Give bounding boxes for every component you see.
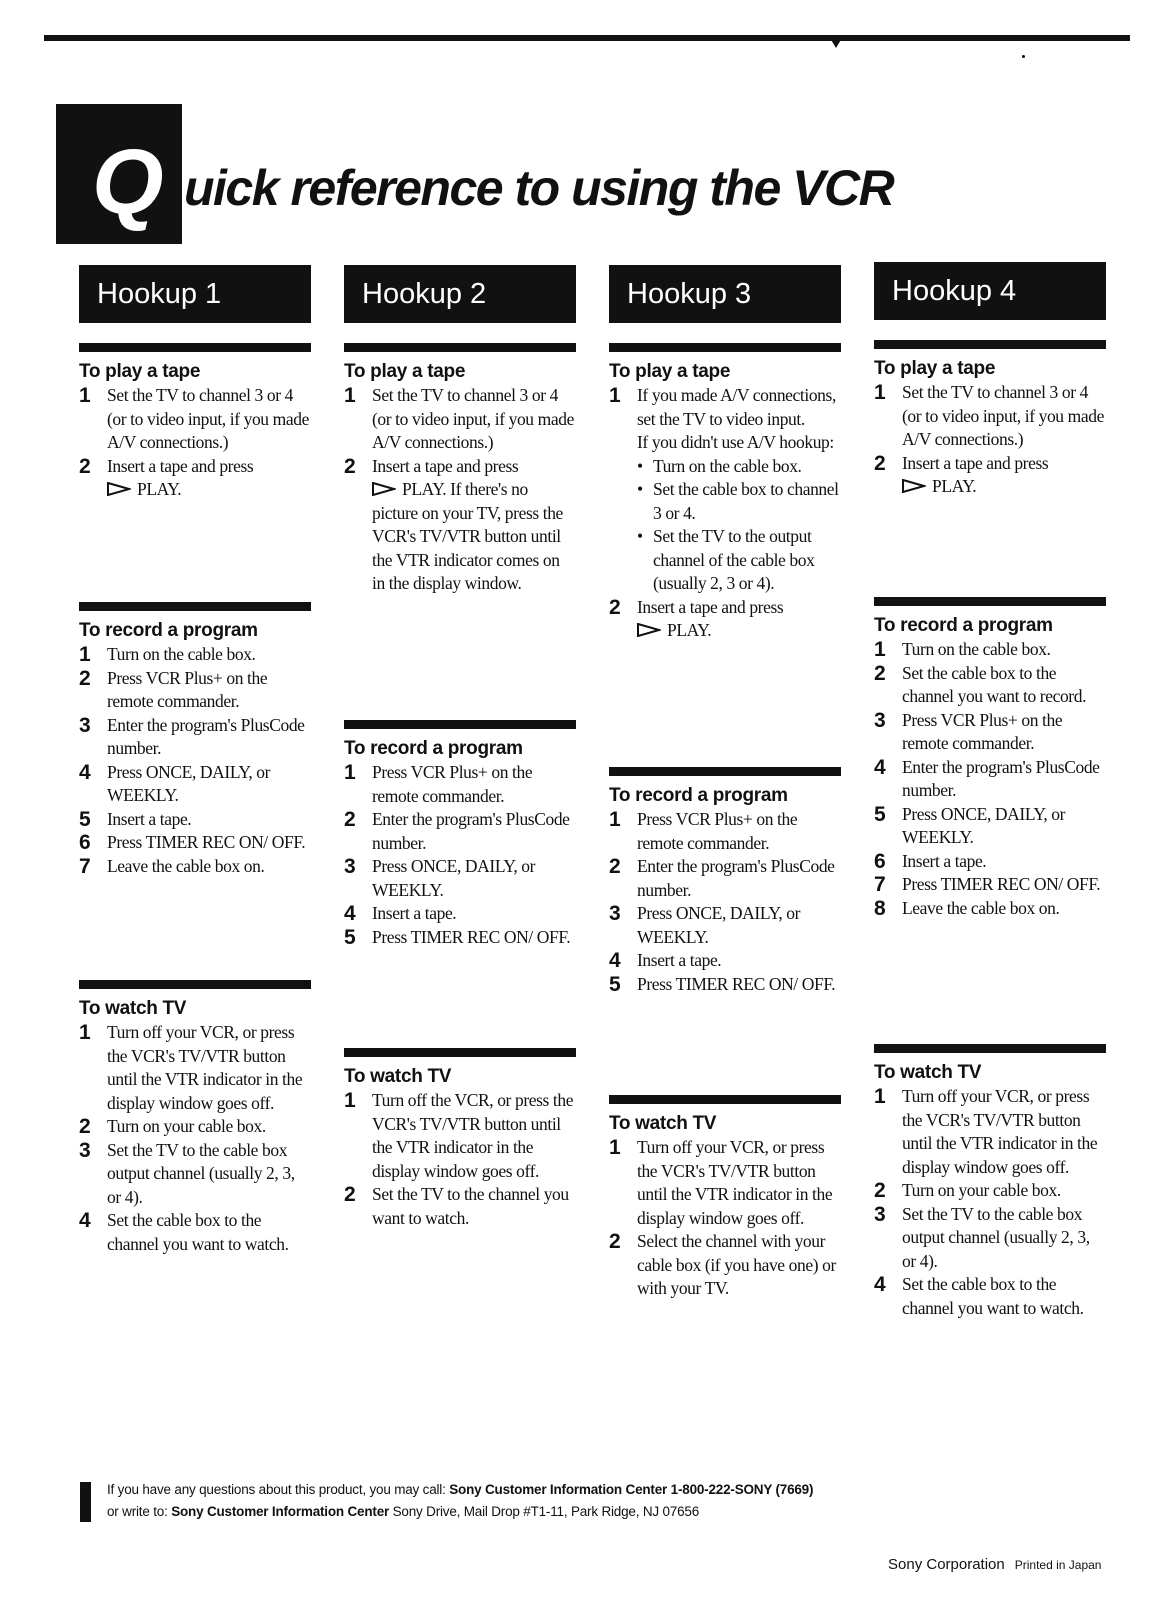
step-body	[372, 1089, 576, 1183]
step-body	[902, 638, 1106, 662]
step-item	[874, 1273, 1106, 1320]
step-body	[637, 855, 841, 902]
step-text: Enter the program's PlusCode number.	[372, 809, 570, 853]
step-item	[874, 662, 1106, 709]
instruction-section	[609, 1095, 841, 1301]
play-icon	[372, 482, 396, 496]
step-text: Turn off your VCR, or press the VCR's TV/VTR button until the VTR indicator in the display window goes off.	[902, 1086, 1098, 1177]
section-rule	[79, 343, 311, 352]
step-body	[107, 1139, 311, 1210]
step-number: 3	[874, 708, 886, 732]
bullet-item	[637, 478, 841, 525]
step-text: Insert a tape and press	[372, 455, 519, 476]
step-list	[874, 1085, 1106, 1320]
step-number: 1	[344, 384, 356, 407]
bullet-text: Set the cable box to channel 3 or 4.	[653, 479, 839, 523]
step-item	[874, 709, 1106, 756]
step-body	[902, 1203, 1106, 1274]
step-number: 3	[609, 902, 621, 925]
step-body	[107, 855, 311, 879]
step-number: 5	[344, 925, 356, 949]
step-text: Set the TV to channel 3 or 4 (or to video input, if you made A/V connections.)	[902, 382, 1104, 449]
step-number: 3	[874, 1202, 886, 1226]
step-item	[344, 926, 576, 950]
step-number: 2	[874, 451, 886, 475]
step-text: Insert a tape.	[107, 808, 192, 829]
step-body	[107, 455, 311, 502]
step-text: Set the cable box to the channel you want to watch.	[107, 1210, 289, 1254]
section-title: To watch TV	[609, 1113, 717, 1134]
footer-address: Sony Drive, Mail Drop #T1-11, Park Ridge, NJ 07656	[392, 1504, 700, 1519]
step-number: 6	[79, 831, 91, 854]
section-rule	[79, 602, 311, 611]
step-number: 2	[79, 666, 91, 690]
step-body	[107, 1209, 311, 1256]
step-number: 2	[874, 661, 886, 685]
step-number: 5	[609, 972, 621, 996]
footer-text: or write to:	[107, 1504, 168, 1519]
step-number: 3	[79, 1138, 91, 1162]
step-body	[637, 596, 841, 643]
step-body	[372, 926, 576, 950]
step-item	[79, 1021, 311, 1115]
step-body	[902, 756, 1106, 803]
section-title: To record a program	[609, 785, 788, 806]
hookup-header: Hookup 2	[344, 265, 576, 323]
step-item	[609, 902, 841, 949]
step-item	[874, 1203, 1106, 1274]
step-number: 2	[344, 1183, 356, 1206]
step-text: Turn off the VCR, or press the VCR's TV/VTR button until the VTR indicator in the display window goes off.	[372, 1090, 574, 1181]
step-number: 2	[874, 1179, 886, 1202]
step-number: 7	[79, 854, 91, 878]
hookup-column-3	[609, 265, 841, 1425]
step-number: 8	[874, 896, 886, 920]
hookup-header: Hookup 1	[79, 265, 311, 323]
section-title: To record a program	[79, 620, 258, 641]
step-text: Turn on the cable box.	[902, 639, 1051, 659]
hookup-header: Hookup 3	[609, 265, 841, 323]
step-item	[79, 761, 311, 808]
step-item	[79, 1139, 311, 1210]
instruction-section	[874, 1044, 1106, 1320]
step-list	[79, 384, 311, 502]
footer-text: If you have any questions about this product, you may call:	[107, 1482, 446, 1497]
bullet-list	[637, 455, 841, 596]
step-text: Insert a tape.	[372, 903, 457, 923]
footer-line-2	[107, 1501, 813, 1523]
step-number: 1	[344, 761, 356, 784]
instruction-section	[874, 597, 1106, 920]
instruction-section	[79, 980, 311, 1256]
hookup-column-2	[344, 265, 576, 1425]
step-body	[902, 873, 1106, 897]
step-item	[609, 384, 841, 596]
step-text: Insert a tape.	[902, 850, 987, 871]
step-body	[902, 1273, 1106, 1320]
step-item	[79, 667, 311, 714]
hookup-column-1	[79, 265, 311, 1425]
step-number: 2	[609, 855, 621, 878]
step-text: Press TIMER REC ON/ OFF.	[637, 973, 836, 994]
title-initial: Q	[92, 131, 162, 233]
section-rule	[874, 597, 1106, 606]
step-body	[902, 803, 1106, 850]
step-number: 2	[344, 454, 356, 478]
page-title: uick reference to using the VCR	[184, 160, 894, 216]
step-item	[344, 384, 576, 455]
step-item	[874, 1085, 1106, 1179]
instruction-section	[79, 343, 311, 502]
step-number: 5	[79, 807, 91, 831]
step-item	[609, 1230, 841, 1301]
step-item	[344, 902, 576, 926]
step-item	[79, 643, 311, 667]
play-button-label: PLAY. If there's no picture on your TV, press the VCR's TV/VTR button until the VTR indicator comes on in the display window.	[372, 479, 563, 593]
step-number: 4	[609, 949, 621, 972]
step-item	[79, 384, 311, 455]
step-body	[372, 808, 576, 855]
step-item	[79, 808, 311, 832]
section-title: To play a tape	[79, 361, 201, 382]
step-text: Enter the program's PlusCode number.	[637, 856, 835, 900]
step-text: Leave the cable box on.	[902, 897, 1060, 918]
step-number: 3	[79, 713, 91, 737]
step-text: Turn off your VCR, or press the VCR's TV/VTR button until the VTR indicator in the display window goes off.	[107, 1022, 303, 1113]
step-body	[372, 455, 576, 596]
section-rule	[79, 980, 311, 989]
bullet-text: Set the TV to the output channel of the cable box (usually 2, 3 or 4).	[653, 526, 815, 593]
section-title: To play a tape	[874, 358, 996, 379]
step-list	[344, 384, 576, 596]
step-list	[609, 808, 841, 996]
step-number: 4	[874, 755, 886, 779]
step-list	[79, 1021, 311, 1256]
step-body	[107, 643, 311, 667]
hookup-header: Hookup 4	[874, 262, 1106, 320]
step-body	[637, 973, 841, 997]
step-number: 1	[344, 1089, 356, 1112]
step-text: Press ONCE, DAILY, or WEEKLY.	[902, 803, 1066, 847]
step-body	[107, 1021, 311, 1115]
step-text: Press ONCE, DAILY, or WEEKLY.	[637, 903, 801, 947]
instruction-section	[344, 343, 576, 596]
step-number: 1	[609, 1136, 621, 1159]
step-number: 1	[609, 384, 621, 407]
instruction-section	[609, 343, 841, 643]
footer-marker	[80, 1482, 91, 1522]
step-item	[874, 850, 1106, 874]
step-number: 3	[344, 855, 356, 878]
step-number: 1	[874, 381, 886, 404]
section-rule	[344, 343, 576, 352]
step-item	[79, 714, 311, 761]
print-speck	[1022, 55, 1025, 58]
section-title: To watch TV	[79, 998, 187, 1019]
step-number: 2	[609, 1230, 621, 1253]
play-icon	[637, 623, 661, 637]
step-body	[902, 1179, 1106, 1203]
section-title: To watch TV	[874, 1062, 982, 1083]
step-item	[344, 761, 576, 808]
step-item	[874, 638, 1106, 662]
play-button-label: PLAY.	[137, 479, 182, 499]
bullet-item	[637, 525, 841, 596]
step-number: 4	[874, 1273, 886, 1296]
step-text: Press VCR Plus+ on the remote commander.	[902, 709, 1063, 753]
step-body	[637, 1230, 841, 1301]
step-item	[79, 455, 311, 502]
step-text: Insert a tape and press	[902, 452, 1049, 473]
step-item	[874, 873, 1106, 897]
step-item	[874, 381, 1106, 452]
footer-center-name: Sony Customer Information Center	[449, 1482, 668, 1497]
step-text: If you made A/V connections, set the TV to video input.	[637, 385, 836, 429]
step-text: Enter the program's PlusCode number.	[902, 756, 1100, 800]
step-number: 4	[79, 1209, 91, 1232]
step-body	[107, 761, 311, 808]
step-item	[874, 803, 1106, 850]
step-text: Insert a tape and press	[637, 596, 784, 617]
play-icon	[107, 482, 131, 496]
step-number: 2	[344, 808, 356, 831]
step-body	[107, 714, 311, 761]
instruction-section	[609, 767, 841, 996]
step-text: Turn off your VCR, or press the VCR's TV/VTR button until the VTR indicator in the display window goes off.	[637, 1137, 833, 1228]
step-list	[874, 381, 1106, 499]
hookup-column-4	[874, 262, 1106, 1422]
step-item	[344, 1089, 576, 1183]
step-text: Turn on your cable box.	[107, 1116, 266, 1136]
step-item	[79, 831, 311, 855]
play-button-label: PLAY.	[667, 620, 712, 640]
step-item	[609, 855, 841, 902]
section-rule	[609, 767, 841, 776]
step-body	[902, 1085, 1106, 1179]
step-list	[79, 643, 311, 878]
step-list	[874, 638, 1106, 920]
step-text: Press TIMER REC ON/ OFF.	[902, 874, 1101, 894]
step-number: 2	[79, 1115, 91, 1138]
top-rule-notch	[830, 38, 842, 48]
step-number: 2	[79, 454, 91, 478]
step-text: Insert a tape and press	[107, 455, 254, 476]
step-body	[637, 808, 841, 855]
section-rule	[874, 1044, 1106, 1053]
step-text: Press VCR Plus+ on the remote commander.	[372, 762, 533, 806]
play-button-label: PLAY.	[932, 476, 977, 496]
step-body	[902, 381, 1106, 452]
step-item	[79, 1115, 311, 1139]
step-list	[609, 1136, 841, 1301]
instruction-section	[344, 1048, 576, 1230]
step-body	[107, 384, 311, 455]
step-text: Set the TV to channel 3 or 4 (or to video input, if you made A/V connections.)	[107, 385, 309, 452]
footer-center-name: Sony Customer Information Center	[171, 1504, 390, 1519]
instruction-section	[79, 602, 311, 878]
step-body	[372, 902, 576, 926]
step-text: Set the cable box to the channel you want to record.	[902, 662, 1087, 706]
step-text: Select the channel with your cable box (if you have one) or with your TV.	[637, 1231, 836, 1298]
step-body	[372, 384, 576, 455]
step-text: Press TIMER REC ON/ OFF.	[107, 832, 306, 852]
step-body	[902, 850, 1106, 874]
step-list	[609, 384, 841, 643]
step-item	[609, 596, 841, 643]
section-title: To watch TV	[344, 1066, 452, 1087]
section-title: To record a program	[344, 738, 523, 759]
step-text: Set the TV to the cable box output channel (usually 2, 3, or 4).	[107, 1139, 295, 1207]
step-number: 6	[874, 849, 886, 873]
corporation-name: Sony Corporation	[888, 1556, 1005, 1573]
step-number: 4	[344, 902, 356, 925]
step-body	[372, 855, 576, 902]
step-number: 7	[874, 873, 886, 896]
step-body	[107, 808, 311, 832]
step-item	[344, 808, 576, 855]
step-text: Set the TV to channel 3 or 4 (or to video input, if you made A/V connections.)	[372, 385, 574, 452]
step-item	[609, 808, 841, 855]
section-title: To play a tape	[609, 361, 731, 382]
step-item	[344, 855, 576, 902]
step-item	[874, 452, 1106, 499]
step-list	[344, 1089, 576, 1230]
step-number: 5	[874, 802, 886, 826]
step-item	[874, 756, 1106, 803]
step-text: Turn on your cable box.	[902, 1180, 1061, 1200]
step-body	[637, 902, 841, 949]
footer-line-1	[107, 1479, 813, 1501]
step-number: 4	[79, 760, 91, 784]
instruction-section	[344, 720, 576, 949]
section-rule	[609, 343, 841, 352]
printed-in: Printed in Japan	[1014, 1558, 1102, 1572]
step-item	[344, 1183, 576, 1230]
step-body	[107, 831, 311, 855]
bullet-dot: •	[637, 455, 643, 476]
step-text: Press ONCE, DAILY, or WEEKLY.	[107, 761, 271, 805]
step-body	[637, 384, 841, 596]
step-body	[107, 1115, 311, 1139]
step-text: Press VCR Plus+ on the remote commander.	[107, 667, 268, 711]
step-body	[637, 949, 841, 973]
step-item	[874, 1179, 1106, 1203]
step-number: 2	[609, 595, 621, 619]
footer-phone: 1-800-222-SONY (7669)	[670, 1482, 814, 1497]
step-text: Press TIMER REC ON/ OFF.	[372, 926, 571, 947]
step-item	[344, 455, 576, 596]
step-list	[344, 761, 576, 949]
bullet-text: Turn on the cable box.	[653, 455, 802, 476]
step-body	[902, 897, 1106, 921]
step-text: Set the cable box to the channel you want to watch.	[902, 1274, 1084, 1318]
step-text: Enter the program's PlusCode number.	[107, 714, 305, 758]
instruction-section	[874, 340, 1106, 499]
step-item	[874, 897, 1106, 921]
bullet-item	[637, 455, 841, 479]
step-text: Press VCR Plus+ on the remote commander.	[637, 809, 798, 853]
step-number: 1	[79, 384, 91, 407]
step-text: Leave the cable box on.	[107, 855, 265, 876]
step-number: 1	[79, 1021, 91, 1044]
step-text: Insert a tape.	[637, 950, 722, 970]
section-rule	[344, 720, 576, 729]
play-icon	[902, 479, 926, 493]
step-item	[609, 973, 841, 997]
step-body	[637, 1136, 841, 1230]
step-text: Set the TV to the cable box output channel (usually 2, 3, or 4).	[902, 1203, 1090, 1271]
step-item	[609, 1136, 841, 1230]
step-number: 1	[874, 638, 886, 661]
bullet-dot: •	[637, 479, 643, 499]
top-rule	[44, 35, 1130, 41]
step-item	[79, 855, 311, 879]
step-text: Press ONCE, DAILY, or WEEKLY.	[372, 856, 536, 900]
contact-footer	[107, 1479, 813, 1523]
step-body	[902, 709, 1106, 756]
step-number: 1	[874, 1085, 886, 1108]
step-body	[372, 1183, 576, 1230]
step-body	[107, 667, 311, 714]
step-note: If you didn't use A/V hookup:	[637, 432, 834, 452]
section-title: To play a tape	[344, 361, 466, 382]
step-item	[609, 949, 841, 973]
bullet-dot: •	[637, 526, 643, 546]
step-text: Turn on the cable box.	[107, 644, 256, 664]
step-body	[902, 662, 1106, 709]
step-body	[372, 761, 576, 808]
section-rule	[344, 1048, 576, 1057]
step-number: 1	[79, 643, 91, 666]
step-item	[79, 1209, 311, 1256]
section-rule	[609, 1095, 841, 1104]
section-title: To record a program	[874, 615, 1053, 636]
step-text: Set the TV to the channel you want to watch.	[372, 1184, 569, 1228]
section-rule	[874, 340, 1106, 349]
step-body	[902, 452, 1106, 499]
step-number: 1	[609, 808, 621, 831]
corporation-line	[888, 1556, 1101, 1573]
